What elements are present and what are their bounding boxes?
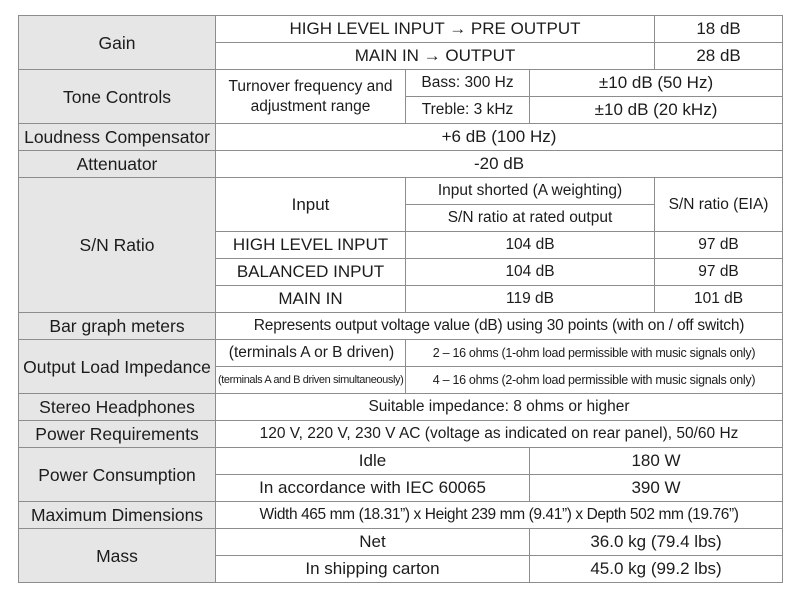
load-row-1 <box>19 340 783 367</box>
spec-table <box>18 15 783 583</box>
loudness-label: Loudness Compensator <box>19 124 216 151</box>
power-req-label: Power Requirements <box>19 421 216 448</box>
power-req-row <box>19 421 783 448</box>
tone-label: Tone Controls <box>19 70 216 124</box>
mass-condition-1: Net <box>216 529 530 556</box>
load-label: Output Load Impedance <box>19 340 216 394</box>
gain-row-1 <box>19 16 783 43</box>
sn-label: S/N Ratio <box>19 178 216 313</box>
power-req-value: 120 V, 220 V, 230 V AC (voltage as indicated on rear panel), 50/60 Hz <box>216 421 783 448</box>
power-cons-label: Power Consumption <box>19 448 216 502</box>
sn-eia-value: 101 dB <box>655 286 783 313</box>
tone-bass: Bass: 300 Hz <box>406 70 530 97</box>
gain-path-2: MAIN IN → OUTPUT <box>216 43 655 70</box>
tone-treble-value: ±10 dB (20 kHz) <box>530 97 783 124</box>
bar-meters-row <box>19 313 783 340</box>
gain-label: Gain <box>19 16 216 70</box>
sn-input-name: BALANCED INPUT <box>216 259 406 286</box>
power-cons-condition-2: In accordance with IEC 60065 <box>216 475 530 502</box>
sn-eia-value: 97 dB <box>655 259 783 286</box>
sn-rated-header: S/N ratio at rated output <box>406 205 655 232</box>
load-condition-2: (terminals A and B driven simultaneously) <box>216 367 406 394</box>
headphones-value: Suitable impedance: 8 ohms or higher <box>216 394 783 421</box>
load-value-2: 4 – 16 ohms (2-ohm load permissible with music signals only) <box>406 367 783 394</box>
mass-label: Mass <box>19 529 216 583</box>
load-condition-1: (terminals A or B driven) <box>216 340 406 367</box>
sn-eia-value: 97 dB <box>655 232 783 259</box>
sn-shorted-header: Input shorted (A weighting) <box>406 178 655 205</box>
mass-row-1 <box>19 529 783 556</box>
sn-a-weighted-value: 104 dB <box>406 232 655 259</box>
attenuator-label: Attenuator <box>19 151 216 178</box>
sn-header-row-1 <box>19 178 783 205</box>
headphones-row <box>19 394 783 421</box>
sn-input-name: MAIN IN <box>216 286 406 313</box>
dimensions-value: Width 465 mm (18.31”) x Height 239 mm (9.41”) x Depth 502 mm (19.76”) <box>216 502 783 529</box>
mass-value-2: 45.0 kg (99.2 lbs) <box>530 556 783 583</box>
gain-value-1: 18 dB <box>655 16 783 43</box>
loudness-row <box>19 124 783 151</box>
power-cons-row-1 <box>19 448 783 475</box>
tone-treble: Treble: 3 kHz <box>406 97 530 124</box>
power-cons-condition-1: Idle <box>216 448 530 475</box>
dimensions-row <box>19 502 783 529</box>
bar-meters-label: Bar graph meters <box>19 313 216 340</box>
tone-row-1 <box>19 70 783 97</box>
attenuator-row <box>19 151 783 178</box>
load-value-1: 2 – 16 ohms (1-ohm load permissible with music signals only) <box>406 340 783 367</box>
tone-description: Turnover frequency and adjustment range <box>216 70 406 124</box>
attenuator-value: -20 dB <box>216 151 783 178</box>
sn-a-weighted-value: 104 dB <box>406 259 655 286</box>
power-cons-value-1: 180 W <box>530 448 783 475</box>
sn-input-name: HIGH LEVEL INPUT <box>216 232 406 259</box>
loudness-value: +6 dB (100 Hz) <box>216 124 783 151</box>
sn-input-header: Input <box>216 178 406 232</box>
sn-a-weighted-value: 119 dB <box>406 286 655 313</box>
dimensions-label: Maximum Dimensions <box>19 502 216 529</box>
gain-value-2: 28 dB <box>655 43 783 70</box>
tone-bass-value: ±10 dB (50 Hz) <box>530 70 783 97</box>
gain-path-1: HIGH LEVEL INPUT → PRE OUTPUT <box>216 16 655 43</box>
power-cons-value-2: 390 W <box>530 475 783 502</box>
bar-meters-value: Represents output voltage value (dB) using 30 points (with on / off switch) <box>216 313 783 340</box>
sn-eia-header: S/N ratio (EIA) <box>655 178 783 232</box>
headphones-label: Stereo Headphones <box>19 394 216 421</box>
mass-condition-2: In shipping carton <box>216 556 530 583</box>
mass-value-1: 36.0 kg (79.4 lbs) <box>530 529 783 556</box>
